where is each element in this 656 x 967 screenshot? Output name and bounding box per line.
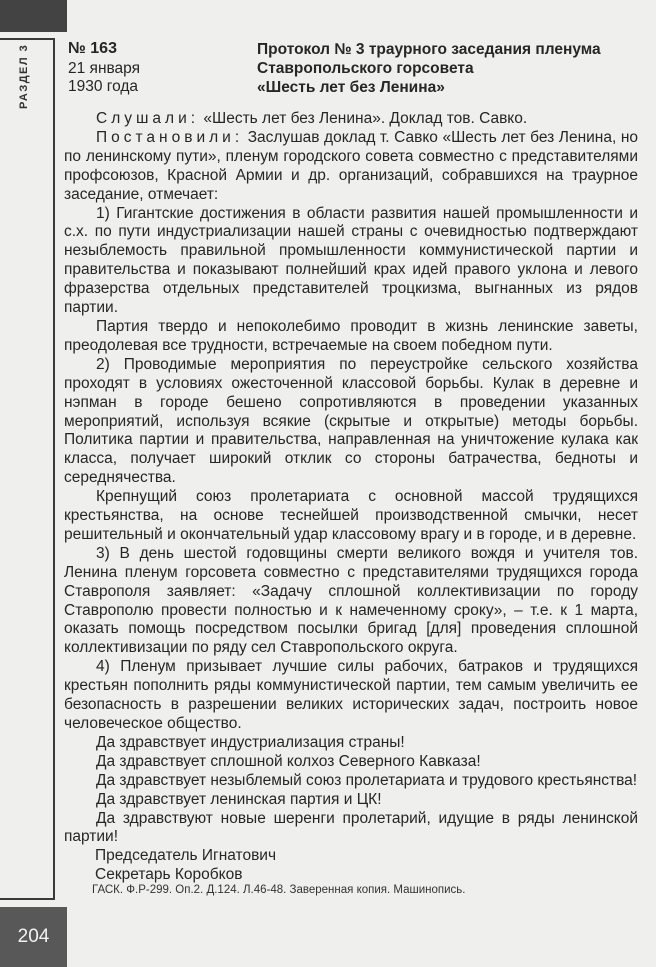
point-4: 4) Пленум призывает лучшие силы рабочих, батраков и трудящихся крестьян пополнить ряды коммунистической партии, тем самым увеличить ее безопасность в разрешении великих исторических задач, построить новое человеческое общество. [64,658,638,732]
point-1-continuation: Партия твердо и непоколебимо проводит в жизнь ленинские заветы, преодолевая все трудности, встречаемые на своем победном пути. [64,317,638,354]
point-2-continuation: Крепнущий союз пролетариата с основной массой трудящихся крестьянства, на основе теснейшей производственной смычки, несет решительный и окончательный удар классовому врагу и в городе, и в деревне. [64,488,638,543]
slogan: Да здравствует индустриализация страны! [96,733,405,751]
point-1: 1) Гигантские достижения в области развития нашей промышленности и с.х. по пути индустриализации нашей страны с очевидностью подтверждают незыблемость правильной промышленности коммунистической партии и правительства и показывают полнейший крах идей правого уклона и левого фразерства отдельных представителей троцкизма, выгнанных из рядов партии. [64,204,638,317]
document-title [257,40,642,97]
resolved-text: Заслушав доклад т. Савко «Шесть лет без Ленина, но по ленинскому пути», пленум городского совета совместно с представителями профсоюзов, Красной Армии и др. организаций, собравшихся на траурное заседание, отмечает: [64,128,639,203]
slogan: Да здравствует незыблемый союз пролетариата и трудового крестьянства! [96,771,638,789]
archive-source: ГАСК. Ф.Р-299. Оп.2. Д.124. Л.46-48. Заверенная копия. Машинопись. [92,884,466,896]
date-line: 21 января [68,60,141,77]
secretary-signature: Секретарь Коробков [95,866,243,884]
heard-label: Слушали: [96,110,200,127]
title-line: Ставропольского горсовета [257,60,474,77]
title-line: Протокол № 3 траурного заседания пленума [257,41,601,58]
slogan: Да здравствует ленинская партия и ЦК! [96,790,382,808]
heard-paragraph [64,110,638,129]
top-tab-block [0,0,67,32]
document-number: № 163 [68,40,117,57]
point-2: 2) Проводимые мероприятия по переустройке сельского хозяйства проходят в условиях ожесточенной классовой борьбы. Кулак в деревне и нэпман в городе бешено сопротивляются в проведении указанных мероприятий, используя всякие (скрытые и открытые) методы борьбы. Политика партии и правительства, направленная на уничтожение кулака как класса, получает широкий отклик со стороны батрачества, бедноты и середнячества. [64,355,638,487]
page-number: 204 [17,926,50,947]
point-3: 3) В день шестой годовщины смерти великого вождя и учителя тов. Ленина пленум горсовета совместно с представителями трудящихся города Ставрополя заявляет: «Задачу сплошной коллективизации по городу Ставрополю провести полностью и к намеченному сроку», – т.е. к 1 марта, оказать помощь посредством посылки бригад [для] проведения сплошной коллективизации по ряду сел Ставропольского округа. [64,544,638,657]
document-date [68,60,140,96]
title-line: «Шесть лет без Ленина» [257,79,445,96]
section-frame [0,38,55,900]
slogan: Да здравствует сплошной колхоз Северного Кавказа! [96,752,481,770]
document-body [64,110,638,885]
section-label: РАЗДЕЛ 3 [18,43,30,109]
date-line: 1930 года [68,78,139,95]
heard-text: «Шесть лет без Ленина». Доклад тов. Савко. [203,110,528,127]
page-number-box [0,907,67,967]
resolved-label: Постановили: [96,128,244,146]
resolved-paragraph [64,129,638,205]
chairman-signature: Председатель Игнатович [95,847,277,865]
slogan: Да здравствуют новые шеренги пролетарий, идущие в ряды ленинской партии! [64,809,638,846]
